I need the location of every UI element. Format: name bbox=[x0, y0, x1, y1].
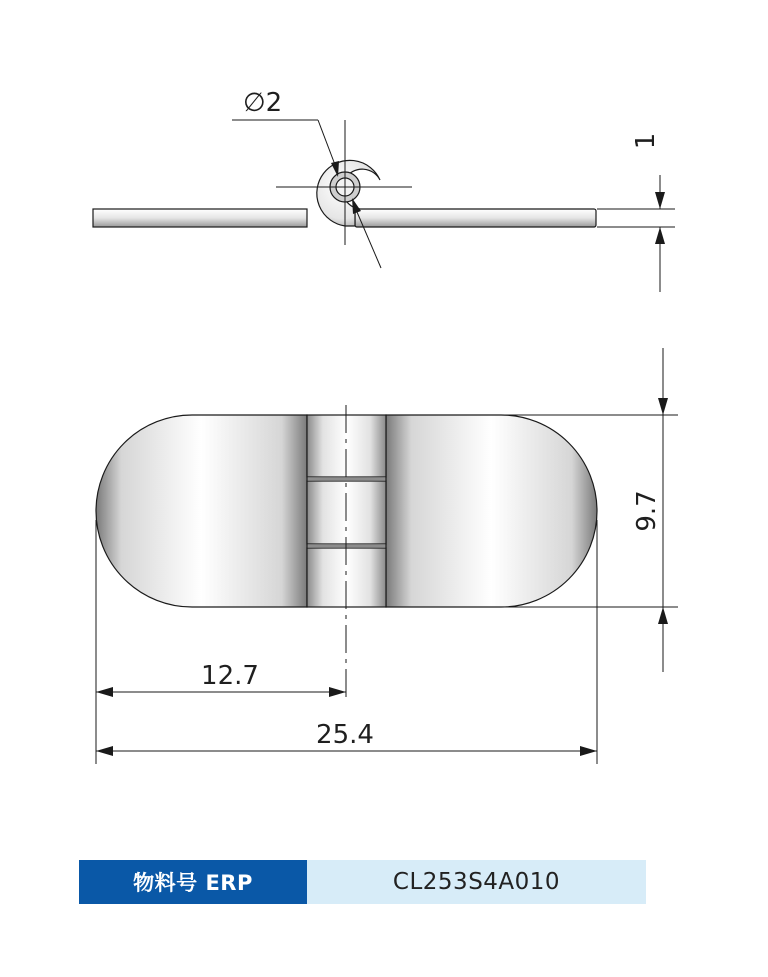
height-arrowhead-bottom bbox=[658, 607, 668, 624]
height-arrowhead-top bbox=[658, 398, 668, 415]
half-length-arrowhead-right bbox=[329, 687, 346, 697]
height-dim-text: 9.7 bbox=[632, 490, 662, 532]
total-length-arrowhead-left bbox=[96, 746, 113, 756]
thickness-arrowhead-top bbox=[655, 192, 665, 209]
front-view bbox=[96, 348, 678, 764]
erp-label: 物料号 ERP bbox=[79, 860, 307, 904]
erp-part-number: CL253S4A010 bbox=[307, 860, 646, 904]
side-view bbox=[93, 88, 675, 292]
erp-info-bar bbox=[79, 860, 646, 904]
front-left-leaf bbox=[96, 415, 307, 607]
half-length-arrowhead-left bbox=[96, 687, 113, 697]
thickness-dim-text: 1 bbox=[631, 132, 661, 150]
diameter-dim-text: ∅2 bbox=[243, 88, 283, 118]
half-length-dim-text: 12.7 bbox=[201, 661, 259, 691]
side-left-leaf bbox=[93, 209, 307, 227]
side-right-leaf bbox=[355, 209, 596, 227]
front-right-leaf bbox=[386, 415, 597, 607]
thickness-arrowhead-bottom bbox=[655, 227, 665, 244]
total-length-arrowhead-right bbox=[580, 746, 597, 756]
total-length-dim-text: 25.4 bbox=[316, 720, 374, 750]
